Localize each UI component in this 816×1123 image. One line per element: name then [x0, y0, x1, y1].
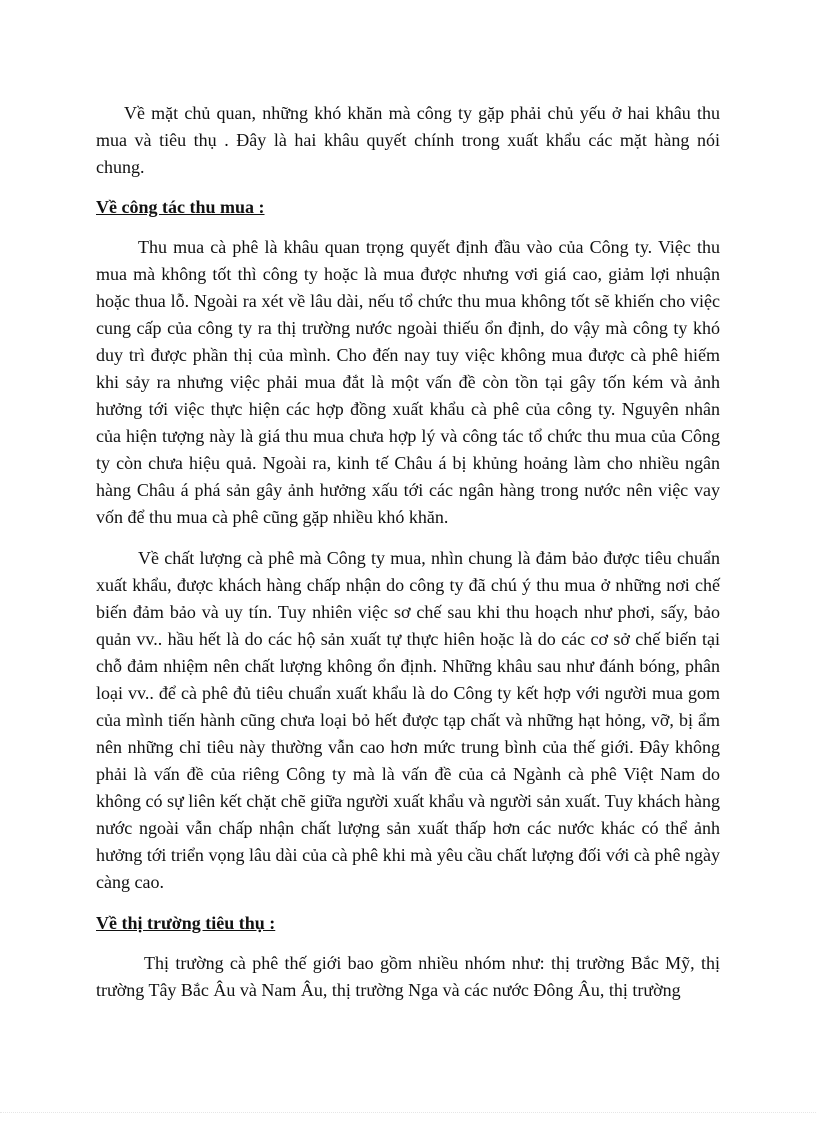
purchasing-paragraph-2: Về chất lượng cà phê mà Công ty mua, nhìn chung là đảm bảo được tiêu chuẩn xuất khẩu, được khách hàng chấp nhận do công ty đã chú ý thu mua ở những nơi chế biến đảm bảo và uy tín. Tuy nhiên việc sơ chế sau khi thu hoạch như phơi, sấy, bảo quản vv.. hầu hết là do các hộ sản xuất tự thực hiên hoặc là do các cơ sở chế biến tại chỗ đảm nhiệm nên chất lượng không ổn định. Những khâu sau như đánh bóng, phân loại vv.. để cà phê đủ tiêu chuẩn xuất khẩu là do Công ty kết hợp với người mua gom của mình tiến hành cũng chưa loại bỏ hết được tạp chất và những hạt hỏng, vỡ, bị ẩm nên những chỉ tiêu này thường vẫn cao hơn mức trung bình của thế giới. Đây không phải là vấn đề của riêng Công ty mà là vấn đề của cả Ngành cà phê Việt Nam do không có sự liên kết chặt chẽ giữa người xuất khẩu và người sản xuất. Tuy khách hàng nước ngoài vẫn chấp nhận chất lượng sản xuất thấp hơn các nước khác có thể ảnh hưởng tới triển vọng lâu dài của cà phê khi mà yêu cầu chất lượng đối với cà phê ngày càng cao. — [96, 548, 720, 892]
section-heading-purchasing: Về công tác thu mua : — [96, 197, 265, 217]
section-heading-market: Về thị trường tiêu thụ : — [96, 913, 276, 933]
market-paragraph: Thị trường cà phê thế giới bao gồm nhiều nhóm như: thị trường Bắc Mỹ, thị trường Tây Bắc Âu và Nam Âu, thị trường Nga và các nước Đông Âu, thị trường — [96, 953, 720, 1000]
purchasing-paragraph-1: Thu mua cà phê là khâu quan trọng quyết định đầu vào của Công ty. Việc thu mua mà không tốt thì công ty hoặc là mua được nhưng vơi giá cao, giảm lợi nhuận hoặc thua lỗ. Ngoài ra xét về lâu dài, nếu tổ chức thu mua không tốt sẽ khiến cho việc cung cấp của công ty ra thị trường nước ngoài thiếu ổn định, do vậy mà công ty khó duy trì được phần thị của mình. Cho đến nay tuy việc không mua được cà phê hiếm khi sảy ra nhưng việc phải mua đắt là một vấn đề còn tồn tại gây tốn kém và ảnh hưởng tới việc thực hiện các hợp đồng xuất khẩu cà phê của công ty. Nguyên nhân của hiện tượng này là giá thu mua chưa hợp lý và công tác tổ chức thu mua của Công ty còn chưa hiệu quả. Ngoài ra, kinh tế Châu á bị khủng hoảng làm cho nhiều ngân hàng Châu á phá sản gây ảnh hưởng xấu tới các ngân hàng trong nước nên việc vay vốn để thu mua cà phê cũng gặp nhiều khó khăn. — [96, 237, 720, 527]
intro-paragraph: Về mặt chủ quan, những khó khăn mà công ty gặp phải chủ yếu ở hai khâu thu mua và tiêu thụ . Đây là hai khâu quyết chính trong xuất khẩu các mặt hàng nói chung. — [96, 103, 720, 177]
document-page — [96, 100, 720, 1004]
page-bottom-divider — [0, 1112, 816, 1113]
